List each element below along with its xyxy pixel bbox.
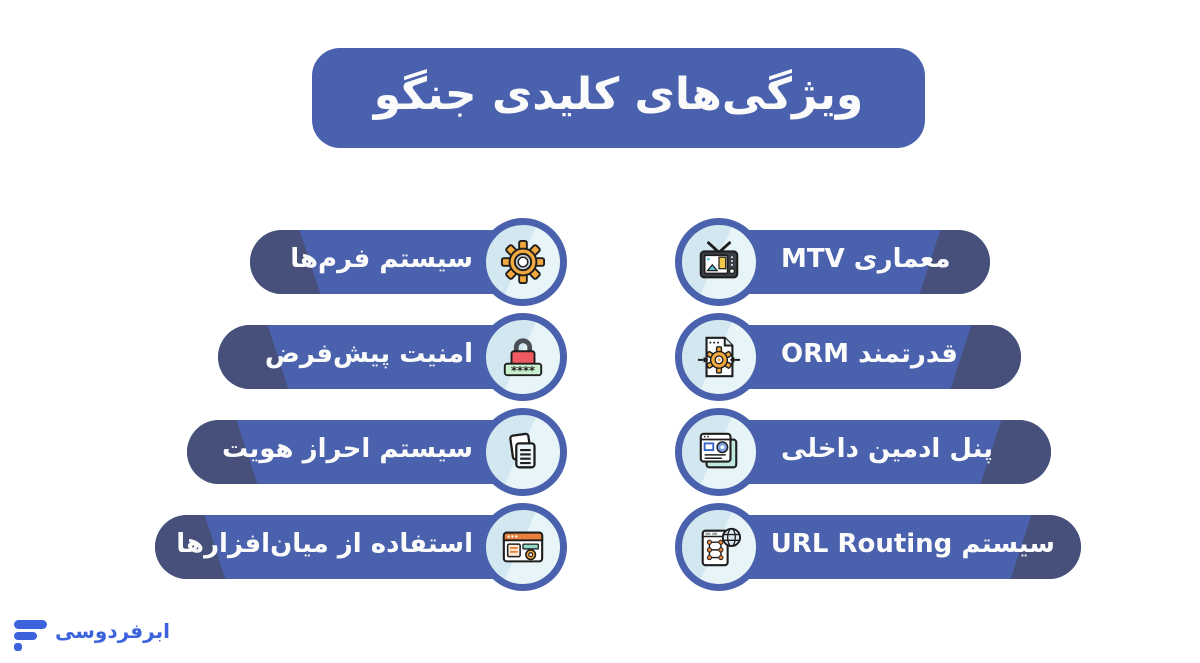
brand-logo-text: ابرفردوسی: [55, 619, 170, 643]
page-title: ویژگی‌های کلیدی جنگو: [373, 69, 864, 120]
gear-icon: [500, 239, 546, 285]
feature-label: سیستم URL Routing: [770, 529, 1055, 560]
security-lock-icon: [500, 334, 546, 380]
feature-label: معماری MTV: [781, 244, 951, 275]
middleware-window-icon: [500, 524, 546, 570]
brand-logo-icon: [14, 616, 48, 650]
admin-panel-icon: [696, 429, 742, 475]
feature-icon-circle: [675, 218, 763, 306]
feature-label: استفاده از میان‌افزارها: [176, 529, 473, 560]
feature-label: ORM قدرتمند: [781, 339, 958, 370]
feature-icon-circle: [675, 408, 763, 496]
password-asterisks: ****: [510, 363, 536, 378]
feature-icon-circle: [479, 313, 567, 401]
documents-icon: [500, 429, 546, 475]
feature-icon-circle: [675, 313, 763, 401]
feature-label: سیستم احراز هویت: [221, 434, 473, 465]
globe-icon: [723, 529, 740, 546]
orm-document-gear-icon: [696, 334, 742, 380]
feature-label: سیستم فرم‌ها: [290, 244, 473, 275]
feature-icon-circle: [479, 503, 567, 591]
url-routing-icon: [696, 524, 742, 570]
feature-label: پنل ادمین داخلی: [781, 434, 993, 465]
feature-label: امنیت پیش‌فرض: [264, 339, 473, 370]
feature-icon-circle: [479, 408, 567, 496]
feature-icon-circle: [675, 503, 763, 591]
tv-icon: [696, 239, 742, 285]
feature-icon-circle: [479, 218, 567, 306]
title-banner: [312, 48, 925, 148]
brand-logo: [14, 616, 170, 650]
